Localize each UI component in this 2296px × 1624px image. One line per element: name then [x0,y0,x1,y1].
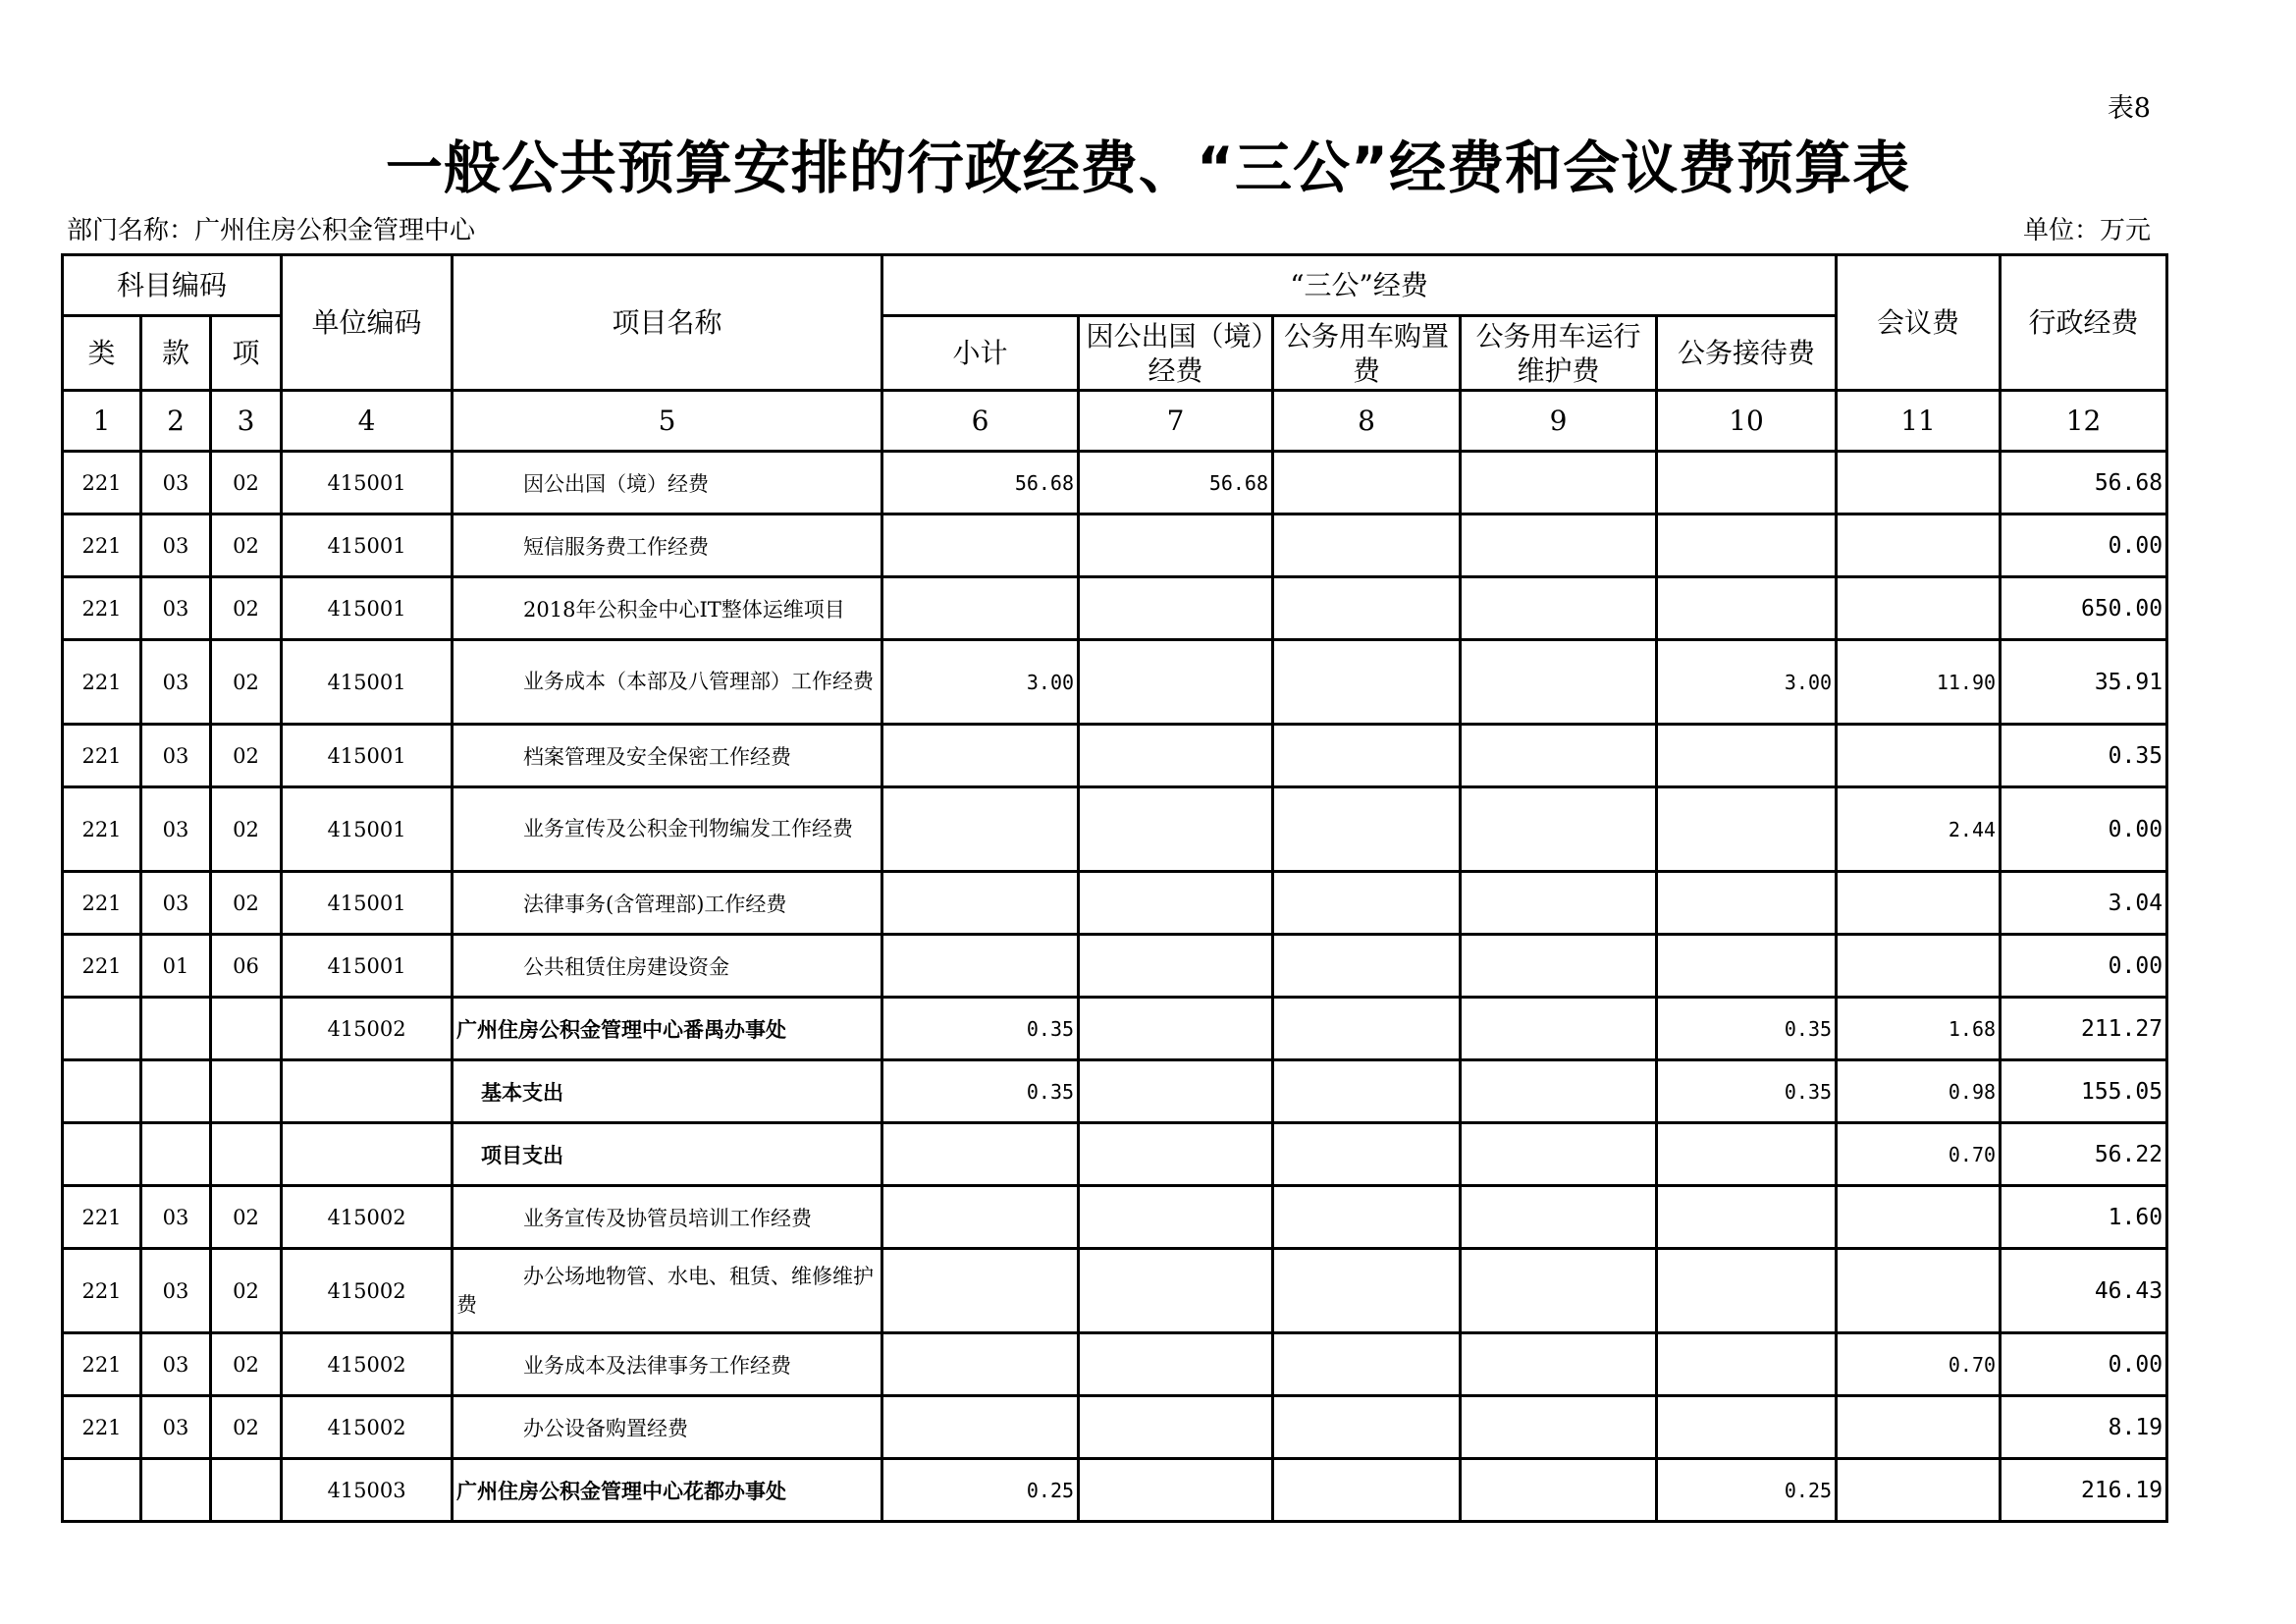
cell-car-maintain [1461,787,1657,872]
table-row [63,1060,2167,1123]
cell-admin: 0.00 [2001,787,2167,872]
cell-lei: 221 [63,640,141,725]
header-subject-code: 科目编码 [63,255,282,316]
cell-project-name-text: 短信服务费工作经费 [523,534,710,559]
cell-car-purchase [1273,1249,1461,1333]
cell-car-maintain [1461,1060,1657,1123]
cell-unit-code [282,1123,453,1186]
cell-car-maintain [1461,872,1657,935]
header-kuan: 款 [141,316,211,391]
cell-meeting [1837,577,2001,640]
budget-table [61,253,2168,1523]
cell-subtotal [882,725,1079,787]
cell-kuan: 03 [141,1249,211,1333]
cell-subtotal: 0.35 [882,1060,1079,1123]
cell-car-maintain [1461,1333,1657,1396]
cell-xiang: 02 [211,577,282,640]
cell-kuan: 03 [141,452,211,514]
cell-xiang: 02 [211,1249,282,1333]
cell-lei: 221 [63,872,141,935]
cell-abroad [1079,725,1273,787]
cell-reception [1657,1186,1837,1249]
page-title: 一般公共预算安排的行政经费、“三公”经费和会议费预算表 [385,135,1911,201]
cell-admin: 35.91 [2001,640,2167,725]
cell-admin: 3.04 [2001,872,2167,935]
cell-reception: 0.35 [1657,1060,1837,1123]
cell-admin: 56.22 [2001,1123,2167,1186]
header-sangong: “三公”经费 [882,255,1837,316]
header-abroad: 因公出国（境）经费 [1079,316,1273,391]
cell-project-name [453,1186,882,1249]
header-meeting: 会议费 [1837,255,2001,391]
cell-kuan: 03 [141,514,211,577]
cell-car-maintain [1461,452,1657,514]
cell-meeting [1837,452,2001,514]
cell-lei: 221 [63,514,141,577]
cell-xiang: 02 [211,872,282,935]
header-subtotal: 小计 [882,316,1079,391]
cell-meeting: 1.68 [1837,998,2001,1060]
cell-admin: 1.60 [2001,1186,2167,1249]
cell-unit-code: 415002 [282,1396,453,1459]
cell-reception [1657,935,1837,998]
cell-xiang [211,1123,282,1186]
cell-unit-code: 415001 [282,787,453,872]
cell-abroad [1079,935,1273,998]
cell-kuan: 03 [141,725,211,787]
cell-kuan [141,1060,211,1123]
cell-xiang: 02 [211,1186,282,1249]
cell-admin: 0.00 [2001,1333,2167,1396]
cell-unit-code: 415001 [282,452,453,514]
cell-subtotal [882,1249,1079,1333]
cell-unit-code: 415002 [282,998,453,1060]
cell-car-purchase [1273,787,1461,872]
cell-unit-code: 415001 [282,725,453,787]
cell-reception [1657,1123,1837,1186]
header-car-maintain: 公务用车运行维护费 [1461,316,1657,391]
cell-project-name [453,872,882,935]
cell-unit-code: 415002 [282,1186,453,1249]
cell-subtotal: 0.35 [882,998,1079,1060]
header-car-purchase: 公务用车购置费 [1273,316,1461,391]
cell-abroad [1079,1459,1273,1522]
cell-xiang: 06 [211,935,282,998]
cell-abroad [1079,640,1273,725]
table-row [63,998,2167,1060]
cell-subtotal [882,1123,1079,1186]
cell-meeting [1837,1249,2001,1333]
cell-car-maintain [1461,725,1657,787]
cell-lei: 221 [63,1333,141,1396]
cell-subtotal [882,935,1079,998]
cell-car-purchase [1273,577,1461,640]
header-xiang: 项 [211,316,282,391]
table-row [63,1333,2167,1396]
cell-project-name-text: 因公出国（境）经费 [523,471,710,496]
header-admin: 行政经费 [2001,255,2167,391]
table-row [63,514,2167,577]
cell-project-name [453,1333,882,1396]
table-row [63,725,2167,787]
cell-subtotal: 56.68 [882,452,1079,514]
col-number: 11 [1837,391,2001,452]
cell-admin: 211.27 [2001,998,2167,1060]
cell-subtotal [882,872,1079,935]
cell-car-purchase [1273,452,1461,514]
cell-unit-code: 415002 [282,1249,453,1333]
col-number: 3 [211,391,282,452]
cell-lei: 221 [63,577,141,640]
cell-xiang: 02 [211,787,282,872]
cell-project-name [453,452,882,514]
cell-admin: 0.35 [2001,725,2167,787]
table-row [63,1123,2167,1186]
cell-abroad [1079,514,1273,577]
cell-project-name [453,1396,882,1459]
cell-subtotal [882,514,1079,577]
cell-car-maintain [1461,1186,1657,1249]
cell-abroad [1079,787,1273,872]
cell-reception: 0.35 [1657,998,1837,1060]
col-number: 8 [1273,391,1461,452]
cell-reception [1657,725,1837,787]
col-number: 4 [282,391,453,452]
cell-kuan: 03 [141,787,211,872]
cell-xiang [211,1060,282,1123]
cell-meeting: 0.70 [1837,1123,2001,1186]
cell-car-maintain [1461,998,1657,1060]
cell-project-name: 广州住房公积金管理中心番禺办事处 [453,998,882,1060]
header-unit-code: 单位编码 [282,255,453,391]
cell-project-name: 基本支出 [453,1060,882,1123]
cell-kuan: 03 [141,640,211,725]
cell-admin: 650.00 [2001,577,2167,640]
cell-lei: 221 [63,1249,141,1333]
cell-admin: 46.43 [2001,1249,2167,1333]
table-row [63,577,2167,640]
cell-car-maintain [1461,1396,1657,1459]
cell-kuan: 03 [141,577,211,640]
cell-subtotal [882,1396,1079,1459]
cell-meeting [1837,725,2001,787]
cell-xiang [211,1459,282,1522]
cell-lei [63,1060,141,1123]
cell-unit-code: 415003 [282,1459,453,1522]
cell-car-purchase [1273,514,1461,577]
cell-reception [1657,872,1837,935]
cell-kuan: 03 [141,1333,211,1396]
col-number: 9 [1461,391,1657,452]
cell-admin: 216.19 [2001,1459,2167,1522]
cell-project-name-text: 公共租赁住房建设资金 [523,954,730,979]
col-number: 6 [882,391,1079,452]
cell-reception: 0.25 [1657,1459,1837,1522]
cell-car-purchase [1273,935,1461,998]
cell-abroad [1079,1249,1273,1333]
cell-admin: 56.68 [2001,452,2167,514]
cell-car-purchase [1273,998,1461,1060]
table-row [63,872,2167,935]
cell-reception [1657,1333,1837,1396]
table-row [63,640,2167,725]
cell-lei: 221 [63,1186,141,1249]
cell-project-name: 项目支出 [453,1123,882,1186]
cell-meeting [1837,935,2001,998]
col-number: 1 [63,391,141,452]
cell-project-name-text: 业务成本及法律事务工作经费 [523,1353,792,1378]
cell-abroad [1079,577,1273,640]
cell-car-maintain [1461,1123,1657,1186]
cell-xiang: 02 [211,1333,282,1396]
cell-abroad [1079,1333,1273,1396]
cell-xiang: 02 [211,725,282,787]
col-number: 10 [1657,391,1837,452]
cell-abroad [1079,1186,1273,1249]
cell-kuan [141,1123,211,1186]
cell-abroad [1079,1123,1273,1186]
cell-subtotal: 3.00 [882,640,1079,725]
cell-subtotal [882,787,1079,872]
col-number: 12 [2001,391,2167,452]
cell-subtotal [882,577,1079,640]
cell-car-purchase [1273,1123,1461,1186]
cell-subtotal [882,1333,1079,1396]
column-number-row [63,391,2167,452]
cell-abroad [1079,1060,1273,1123]
cell-admin: 8.19 [2001,1396,2167,1459]
cell-unit-code: 415001 [282,935,453,998]
col-number: 5 [453,391,882,452]
cell-abroad: 56.68 [1079,452,1273,514]
cell-car-maintain [1461,577,1657,640]
cell-unit-code: 415001 [282,640,453,725]
cell-subtotal: 0.25 [882,1459,1079,1522]
cell-car-maintain [1461,514,1657,577]
cell-reception [1657,787,1837,872]
cell-unit-code: 415001 [282,514,453,577]
cell-meeting: 0.98 [1837,1060,2001,1123]
cell-admin: 0.00 [2001,935,2167,998]
cell-meeting [1837,514,2001,577]
cell-project-name [453,935,882,998]
cell-meeting [1837,872,2001,935]
cell-project-name-text: 业务宣传及协管员培训工作经费 [523,1206,813,1230]
cell-car-purchase [1273,1459,1461,1522]
cell-car-purchase [1273,1060,1461,1123]
cell-project-name: 办公场地物管、水电、租赁、维修维护费 [453,1249,882,1333]
cell-lei [63,1459,141,1522]
cell-car-maintain [1461,1459,1657,1522]
cell-lei: 221 [63,787,141,872]
cell-meeting [1837,1186,2001,1249]
cell-car-maintain [1461,935,1657,998]
cell-lei: 221 [63,725,141,787]
cell-reception [1657,1249,1837,1333]
table-number: 表8 [2107,93,2151,124]
cell-meeting: 2.44 [1837,787,2001,872]
cell-lei: 221 [63,452,141,514]
cell-project-name-text: 办公设备购置经费 [523,1416,689,1440]
cell-reception: 3.00 [1657,640,1837,725]
cell-xiang: 02 [211,640,282,725]
cell-abroad [1079,998,1273,1060]
cell-car-purchase [1273,872,1461,935]
cell-admin: 155.05 [2001,1060,2167,1123]
cell-kuan: 03 [141,1396,211,1459]
cell-xiang: 02 [211,1396,282,1459]
cell-project-name: 业务宣传及公积金刊物编发工作经费 [453,787,882,872]
cell-unit-code [282,1060,453,1123]
cell-car-purchase [1273,1333,1461,1396]
cell-project-name-text: 档案管理及安全保密工作经费 [523,744,792,769]
cell-car-purchase [1273,725,1461,787]
cell-car-purchase [1273,1186,1461,1249]
table-row [63,1459,2167,1522]
cell-kuan [141,1459,211,1522]
cell-project-name [453,577,882,640]
cell-meeting: 11.90 [1837,640,2001,725]
cell-unit-code: 415001 [282,872,453,935]
cell-lei: 221 [63,935,141,998]
cell-project-name [453,725,882,787]
cell-meeting: 0.70 [1837,1333,2001,1396]
cell-car-maintain [1461,640,1657,725]
table-row [63,787,2167,872]
table-row [63,1249,2167,1333]
cell-project-name-text: 法律事务(含管理部)工作经费 [523,892,787,916]
table-row [63,935,2167,998]
cell-lei [63,998,141,1060]
table-row [63,1396,2167,1459]
unit-label: 单位：万元 [2022,216,2151,245]
header-reception: 公务接待费 [1657,316,1837,391]
header-lei: 类 [63,316,141,391]
cell-lei: 221 [63,1396,141,1459]
cell-project-name-text: 2018年公积金中心IT整体运维项目 [523,597,845,622]
cell-lei [63,1123,141,1186]
cell-kuan [141,998,211,1060]
col-number: 2 [141,391,211,452]
cell-reception [1657,577,1837,640]
cell-meeting [1837,1396,2001,1459]
table-row [63,1186,2167,1249]
col-number: 7 [1079,391,1273,452]
cell-xiang [211,998,282,1060]
cell-meeting [1837,1459,2001,1522]
cell-subtotal [882,1186,1079,1249]
table-row [63,452,2167,514]
cell-reception [1657,452,1837,514]
cell-project-name [453,514,882,577]
cell-reception [1657,1396,1837,1459]
cell-xiang: 02 [211,514,282,577]
cell-project-name: 业务成本（本部及八管理部）工作经费 [453,640,882,725]
department-label: 部门名称：广州住房公积金管理中心 [67,216,476,245]
cell-kuan: 03 [141,1186,211,1249]
cell-project-name: 广州住房公积金管理中心花都办事处 [453,1459,882,1522]
cell-abroad [1079,872,1273,935]
cell-unit-code: 415002 [282,1333,453,1396]
cell-reception [1657,514,1837,577]
cell-unit-code: 415001 [282,577,453,640]
cell-kuan: 01 [141,935,211,998]
cell-xiang: 02 [211,452,282,514]
cell-car-maintain [1461,1249,1657,1333]
cell-admin: 0.00 [2001,514,2167,577]
cell-kuan: 03 [141,872,211,935]
cell-abroad [1079,1396,1273,1459]
header-project-name: 项目名称 [453,255,882,391]
cell-car-purchase [1273,640,1461,725]
cell-car-purchase [1273,1396,1461,1459]
